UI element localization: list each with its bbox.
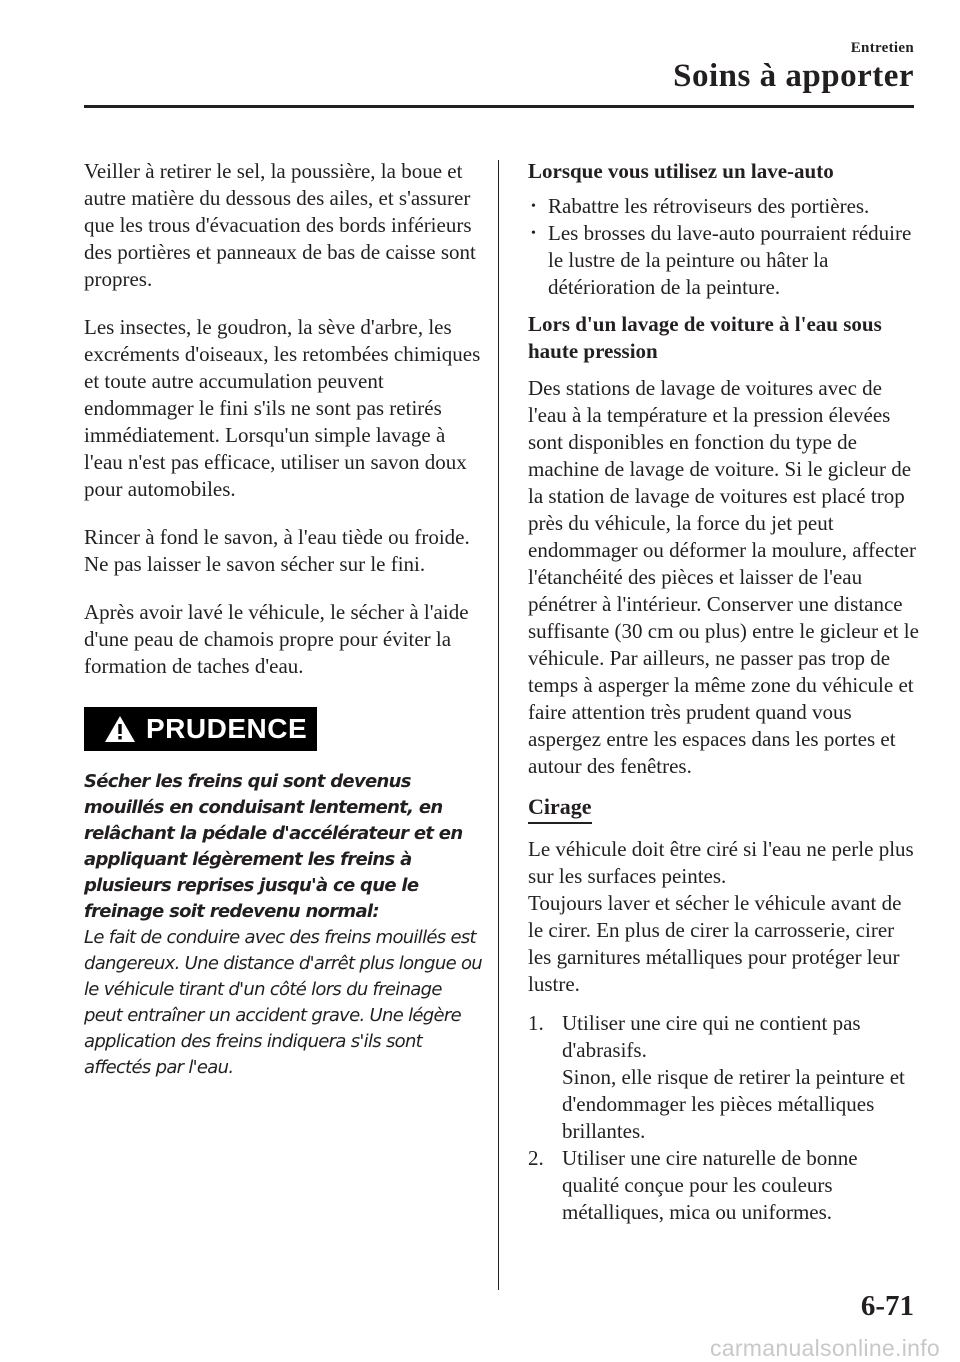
header-rule xyxy=(84,105,914,108)
paragraph-dry: Après avoir lavé le véhicule, le sécher à l'aide d'une peau de chamois propre pour éviter la formation de taches d'eau. xyxy=(84,600,469,678)
paragraph-underbody: Veiller à retirer le sel, la poussière, la boue et autre matière du dessous des ailes, et s'assurer que les trous d'évacuation des bords inférieurs des portières et panneaux de bas de caisse sont propres. xyxy=(84,159,476,291)
cirage-heading: Cirage xyxy=(528,794,592,824)
list-item: • Les brosses du lave-auto pourraient réduire le lustre de la peinture ou hâter la détérioration de la peinture. xyxy=(528,220,920,301)
step-text: Utiliser une cire naturelle de bonne qualité conçue pour les couleurs métalliques, mica ou uniformes. xyxy=(562,1146,858,1224)
carwash-heading: Lorsque vous utilisez un lave-auto xyxy=(528,159,834,183)
caution-lead-text: Sécher les freins qui sont devenus mouillés en conduisant lentement, en relâchant la pédale d'accélérateur et en appliquant légèrement les freins à plusieurs reprises jusqu'à ce que le freinage soit redevenu normal: xyxy=(84,771,463,922)
right-column xyxy=(528,158,920,1226)
waxing-steps xyxy=(528,1010,920,1226)
high-pressure-text: Des stations de lavage de voitures avec de l'eau à la température et la pression élevées sont disponibles en fonction du type de machine de lavage de voiture. Si le gicleur de la station de lavage de voitures est placé trop près du véhicule, la force du jet peut endommager ou déformer la moulure, affecter l'étanchéité des pièces et laisser de l'eau pénétrer à l'intérieur. Conserver une distance suffisante (30 cm ou plus) entre le gicleur et le véhicule. Par ailleurs, ne passer pas trop de temps à asperger la même zone du véhicule et faire attention très prudent quand vous aspergez entre les espaces dans les portes et autour des fenêtres. xyxy=(528,376,919,778)
caution-banner xyxy=(84,707,317,751)
paragraph-contaminants: Les insectes, le goudron, la sève d'arbre, les excréments d'oiseaux, les retombées chimiques et toute autre accumulation peuvent endommager le fini s'ils ne sont pas retirés immédiatement. Lorsqu'un simple lavage à l'eau n'est pas efficace, utiliser un savon doux pour automobiles. xyxy=(84,315,481,501)
carwash-bullet-list xyxy=(528,193,920,301)
paragraph-rinse: Rincer à fond le savon, à l'eau tiède ou froide. Ne pas laisser le savon sécher sur le fini. xyxy=(84,525,470,576)
warning-triangle-icon xyxy=(104,715,136,743)
section-label: Entretien xyxy=(850,40,914,56)
cirage-paragraph-1: Le véhicule doit être ciré si l'eau ne perle plus sur les surfaces peintes. xyxy=(528,837,914,888)
step-number: 2. xyxy=(528,1146,544,1170)
caution-label: PRUDENCE xyxy=(146,713,308,744)
caution-body-text: Le fait de conduire avec des freins mouillés est dangereux. Une distance d'arrêt plus longue ou le véhicule tirant d'un côté lors du freinage peut entraîner un accident grave. Une légère application des freins indiquera s'ils sont affectés par l'eau. xyxy=(84,927,482,1078)
page-number: 6-71 xyxy=(860,1290,914,1322)
step-text: Utiliser une cire qui ne contient pas d'abrasifs. xyxy=(562,1011,861,1062)
watermark: carmanualsonline.info xyxy=(709,1335,940,1361)
list-item: • Rabattre les rétroviseurs des portières. xyxy=(528,193,920,220)
list-item xyxy=(528,1145,920,1226)
page-title: Soins à apporter xyxy=(673,58,914,94)
high-pressure-heading: Lors d'un lavage de voiture à l'eau sous haute pression xyxy=(528,312,882,363)
column-divider xyxy=(498,160,499,1290)
left-column xyxy=(84,158,484,1081)
cirage-paragraph-2: Toujours laver et sécher le véhicule avant de le cirer. En plus de cirer la carrosserie, cirer les garnitures métalliques pour protéger leur lustre. xyxy=(528,891,902,996)
step-note: Sinon, elle risque de retirer la peinture et d'endommager les pièces métalliques brillantes. xyxy=(562,1065,905,1143)
step-number: 1. xyxy=(528,1011,544,1035)
list-item xyxy=(528,1010,920,1145)
